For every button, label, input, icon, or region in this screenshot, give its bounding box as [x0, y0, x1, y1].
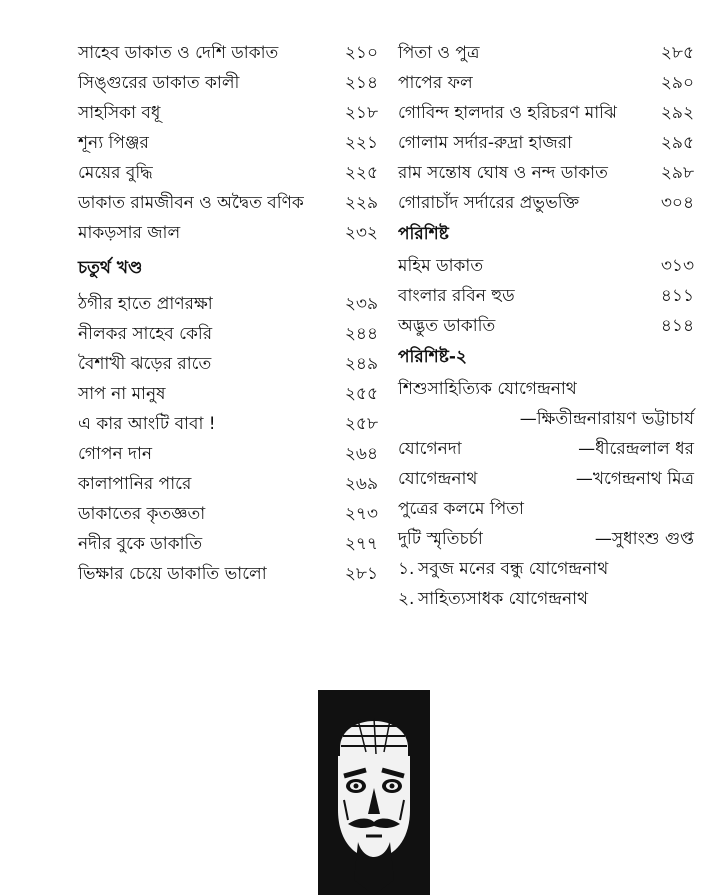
entry-title: বৈশাখী ঝড়ের রাতে: [78, 354, 212, 374]
entry-page-number: ২২৯: [344, 193, 378, 213]
entry-title: সিঙ্গুরের ডাকাত কালী: [78, 73, 240, 93]
toc-entry: [398, 311, 694, 341]
appendix-heading: পরিশিষ্ট: [398, 224, 449, 244]
entry-title: সাপ না মানুষ: [78, 384, 166, 404]
toc-entry: [78, 158, 378, 188]
entry-title: সাহসিকা বধূ: [78, 103, 161, 123]
entry-title: ভিক্ষার চেয়ে ডাকাতি ভালো: [78, 564, 267, 584]
essay-entry: [398, 524, 694, 554]
entry-page-number: ২১৪: [344, 73, 378, 93]
toc-entry: [78, 289, 378, 319]
essay-entry: [398, 434, 694, 464]
entry-title: অদ্ভুত ডাকাতি: [398, 316, 496, 336]
toc-entry: [398, 281, 694, 311]
essay-title: যোগেনদা: [398, 439, 462, 459]
entry-title: শূন্য পিঞ্জর: [78, 133, 149, 153]
entry-title: মেয়ের বুদ্ধি: [78, 163, 153, 183]
essay-author: —সুধাংশু গুপ্ত: [594, 529, 694, 549]
entry-page-number: ২৮৫: [660, 43, 694, 63]
entry-page-number: ২২১: [344, 133, 378, 153]
entry-title: রাম সন্তোষ ঘোষ ও নন্দ ডাকাত: [398, 163, 608, 183]
toc-entry: [78, 68, 378, 98]
entry-title: মহিম ডাকাত: [398, 256, 484, 276]
sub-entry-number: ১.: [398, 559, 415, 579]
toc-entry: [78, 218, 378, 248]
toc-entry: [78, 379, 378, 409]
essay-title: যোগেন্দ্রনাথ: [398, 469, 478, 489]
toc-entry: [398, 128, 694, 158]
toc-entry: [398, 188, 694, 218]
entry-page-number: ৪১১: [660, 286, 694, 306]
entry-page-number: ২৯৫: [660, 133, 694, 153]
essay-author: —ক্ষিতীন্দ্রনারায়ণ ভট্টাচার্য: [519, 409, 694, 429]
entry-page-number: ২৬৯: [344, 474, 378, 494]
entry-page-number: ২৭৭: [344, 534, 378, 554]
entry-page-number: ২৩২: [344, 223, 378, 243]
essay-title: পুত্রের কলমে পিতা: [398, 499, 524, 519]
essay-author: —খগেন্দ্রনাথ মিত্র: [575, 469, 694, 489]
entry-title: এ কার আংটি বাবা !: [78, 414, 216, 434]
dacoit-portrait-illustration: [318, 690, 430, 895]
essay-title: শিশুসাহিত্যিক যোগেন্দ্রনাথ: [398, 379, 577, 399]
entry-page-number: ২৮১: [344, 564, 378, 584]
sub-entry-number: ২.: [398, 589, 415, 609]
entry-page-number: ২৫৫: [344, 384, 378, 404]
sub-entry: [398, 584, 694, 614]
entry-page-number: ৪১৪: [660, 316, 694, 336]
toc-entry: [78, 499, 378, 529]
toc-entry: [78, 439, 378, 469]
entry-page-number: ২৪৪: [344, 324, 378, 344]
entry-page-number: ২৩৯: [344, 294, 378, 314]
entry-page-number: ২৯০: [660, 73, 694, 93]
entry-title: ডাকাত রামজীবন ও অদ্বৈত বণিক: [78, 193, 304, 213]
entry-title: নীলকর সাহেব কেরি: [78, 324, 213, 344]
sub-entry: [398, 554, 694, 584]
toc-entry: [78, 469, 378, 499]
entry-page-number: ২৪৯: [344, 354, 378, 374]
entry-title: কালাপানির পারে: [78, 474, 192, 494]
toc-left-column: [78, 38, 378, 589]
toc-entry: [398, 98, 694, 128]
toc-right-column: [398, 38, 694, 614]
entry-title: নদীর বুকে ডাকাতি: [78, 534, 203, 554]
entry-page-number: ২৭৩: [344, 504, 378, 524]
essay-author: —ধীরেন্দ্রলাল ধর: [578, 439, 694, 459]
entry-page-number: ২১০: [344, 43, 378, 63]
toc-entry: [78, 409, 378, 439]
essay-entry: [398, 494, 694, 524]
toc-entry: [78, 319, 378, 349]
toc-entry: [398, 251, 694, 281]
entry-page-number: ২৯২: [660, 103, 694, 123]
entry-title: ডাকাতের কৃতজ্ঞতা: [78, 504, 206, 524]
entry-page-number: ২৬৪: [344, 444, 378, 464]
essay-author-line: [398, 404, 694, 434]
sub-entry-title: সবুজ মনের বন্ধু যোগেন্দ্রনাথ: [418, 559, 609, 579]
toc-entry: [398, 158, 694, 188]
entry-page-number: ২১৮: [344, 103, 378, 123]
toc-entry: [78, 559, 378, 589]
entry-title: গোলাম সর্দার-রুদ্রা হাজরা: [398, 133, 573, 153]
essay-entry: [398, 464, 694, 494]
essay-title: দুটি স্মৃতিচর্চা: [398, 529, 483, 549]
entry-title: গোপন দান: [78, 444, 153, 464]
entry-title: ঠগীর হাতে প্রাণরক্ষা: [78, 294, 213, 314]
entry-title: পাপের ফল: [398, 73, 473, 93]
toc-entry: [78, 98, 378, 128]
toc-entry: [78, 38, 378, 68]
sub-entry-title: সাহিত্যসাধক যোগেন্দ্রনাথ: [418, 589, 589, 609]
toc-entry: [398, 38, 694, 68]
entry-title: গোরাচাঁদ সর্দারের প্রভুভক্তি: [398, 193, 580, 213]
toc-entry: [78, 349, 378, 379]
entry-title: বাংলার রবিন হুড: [398, 286, 515, 306]
entry-title: সাহেব ডাকাত ও দেশি ডাকাত: [78, 43, 279, 63]
section-heading: চতুর্থ খণ্ড: [78, 258, 143, 278]
toc-entry: [78, 188, 378, 218]
toc-entry: [78, 128, 378, 158]
appendix2-heading: পরিশিষ্ট-২: [398, 347, 467, 367]
essay-entry: [398, 374, 694, 404]
entry-page-number: ২৯৮: [660, 163, 694, 183]
entry-page-number: ২২৫: [344, 163, 378, 183]
entry-page-number: ৩১৩: [660, 256, 694, 276]
entry-title: পিতা ও পুত্র: [398, 43, 480, 63]
entry-page-number: ৩০৪: [660, 193, 694, 213]
entry-page-number: ২৫৮: [344, 414, 378, 434]
toc-entry: [398, 68, 694, 98]
entry-title: গোবিন্দ হালদার ও হরিচরণ মাঝি: [398, 103, 617, 123]
toc-entry: [78, 529, 378, 559]
entry-title: মাকড়সার জাল: [78, 223, 181, 243]
